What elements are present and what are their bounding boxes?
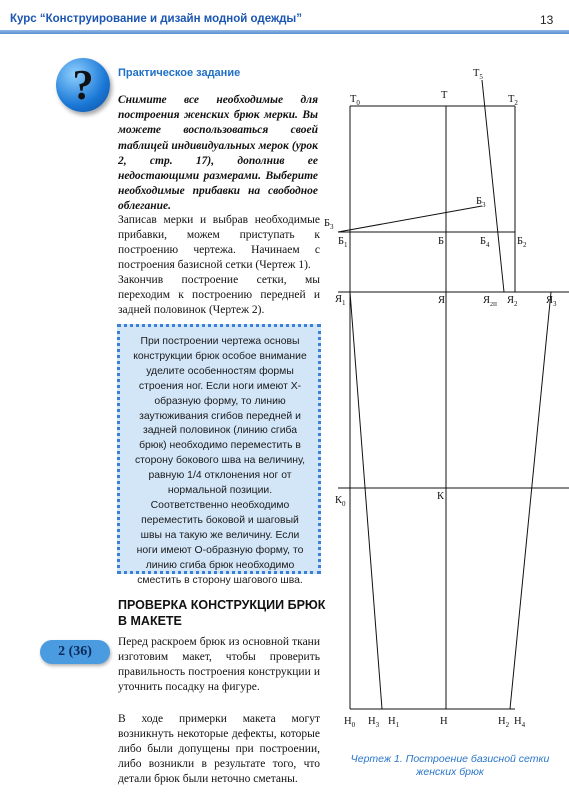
paragraph-defects: В ходе примерки макета могут возникнуть некоторые дефекты, которые либо были допущены при построении, либо возникли в результате того, что детали брюк были неточно сметаны. xyxy=(118,713,320,785)
question-mark-icon xyxy=(56,58,110,112)
slanted-side-line xyxy=(482,80,504,292)
leg-shape-note-text: При построении чертежа основы конструкции брюк особое внимание уделите особенностям формы строения ног. Если ноги имеют Х-образную форму, то линию заутюживания сгибов передней и задней половинок (линию сгиба брюк) необходимо переместить в сторону бокового шва на величину, равную 1/4 отклонения ног от нормальной позиции. Соответственно необходимо переместить боковой и шаговый швы на такую же величину. Если ноги имеют О-образную форму, то линию сгиба брюк необходимо сместить в сторону шагового шва. xyxy=(133,336,307,586)
label-b3-right: $Б_3$ xyxy=(476,196,486,209)
label-b1: $Б_1$ xyxy=(338,236,348,249)
right-taper-line xyxy=(510,292,551,709)
label-h1: $Н_1$ xyxy=(388,716,400,729)
practical-task-text: Снимите все необходимые для построения женских брюк мерки. Вы можете воспользоваться своей таблицей индивидуальных мерок (урок 2, стр. 17), дополнив ее недостающими размерами. Выберите необходимые прибавки на свободное облегание. xyxy=(118,94,318,213)
label-b2: $Б_2$ xyxy=(517,236,527,249)
course-title: Курс “Конструирование и дизайн модной одежды” xyxy=(10,13,302,25)
label-t0: $Т_0$ xyxy=(350,94,360,107)
label-h: Н xyxy=(440,716,448,727)
left-taper-line xyxy=(350,292,382,709)
label-ya: Я xyxy=(438,295,446,306)
practical-task-title: Практическое задание xyxy=(118,67,241,79)
trousers-base-grid-drawing xyxy=(324,60,569,740)
header-divider xyxy=(0,30,569,34)
label-b3-left: $Б_3$ xyxy=(324,218,334,231)
label-t5: $Т_5$ xyxy=(473,68,483,81)
label-k: К xyxy=(437,491,445,502)
label-h4: $Н_4$ xyxy=(514,716,526,729)
leg-shape-note-box xyxy=(117,324,321,586)
label-h3: $Н_3$ xyxy=(368,716,380,729)
label-t2: $Т_2$ xyxy=(508,94,518,107)
label-b4: $Б_4$ xyxy=(480,236,490,249)
lesson-badge: 2 (36) xyxy=(40,640,110,664)
question-mark-glyph: ? xyxy=(72,63,94,109)
grid-point-labels xyxy=(324,68,557,729)
label-h0: $Н_0$ xyxy=(344,716,356,729)
paragraph-mockup: Перед раскроем брюк из основной ткани изготовим макет, чтобы проверить правильность построения конструкции и уточнить посадку на фигуре. xyxy=(118,636,320,693)
section-title: ПРОВЕРКА КОНСТРУКЦИИ БРЮК В МАКЕТЕ xyxy=(118,598,326,628)
label-k0: $К_0$ xyxy=(335,495,346,508)
label-ya3: $Я_3$ xyxy=(546,295,557,308)
label-b: Б xyxy=(438,236,445,247)
label-ya1: $Я_1$ xyxy=(335,294,346,307)
paragraph-halves: Закончив построение сетки, мы переходим к построению передней и задней половинок (Чертеж 2). xyxy=(118,274,320,316)
paragraph-grid-intro: Записав мерки и выбрав необходимые прибавки, можем приступать к построению чертежа. Начинаем с построения базисной сетки (Чертеж 1). xyxy=(118,214,320,271)
label-ya2-left: $Я_{2II}$ xyxy=(483,295,498,308)
page-number: 13 xyxy=(540,13,554,27)
hip-slant-line xyxy=(338,206,482,232)
drawing-caption: Чертеж 1. Построение базисной сетки женских брюк xyxy=(350,753,550,778)
page-header xyxy=(0,0,569,34)
label-t: Т xyxy=(441,90,448,101)
label-ya2: $Я_2$ xyxy=(507,295,518,308)
label-h2: $Н_2$ xyxy=(498,716,510,729)
